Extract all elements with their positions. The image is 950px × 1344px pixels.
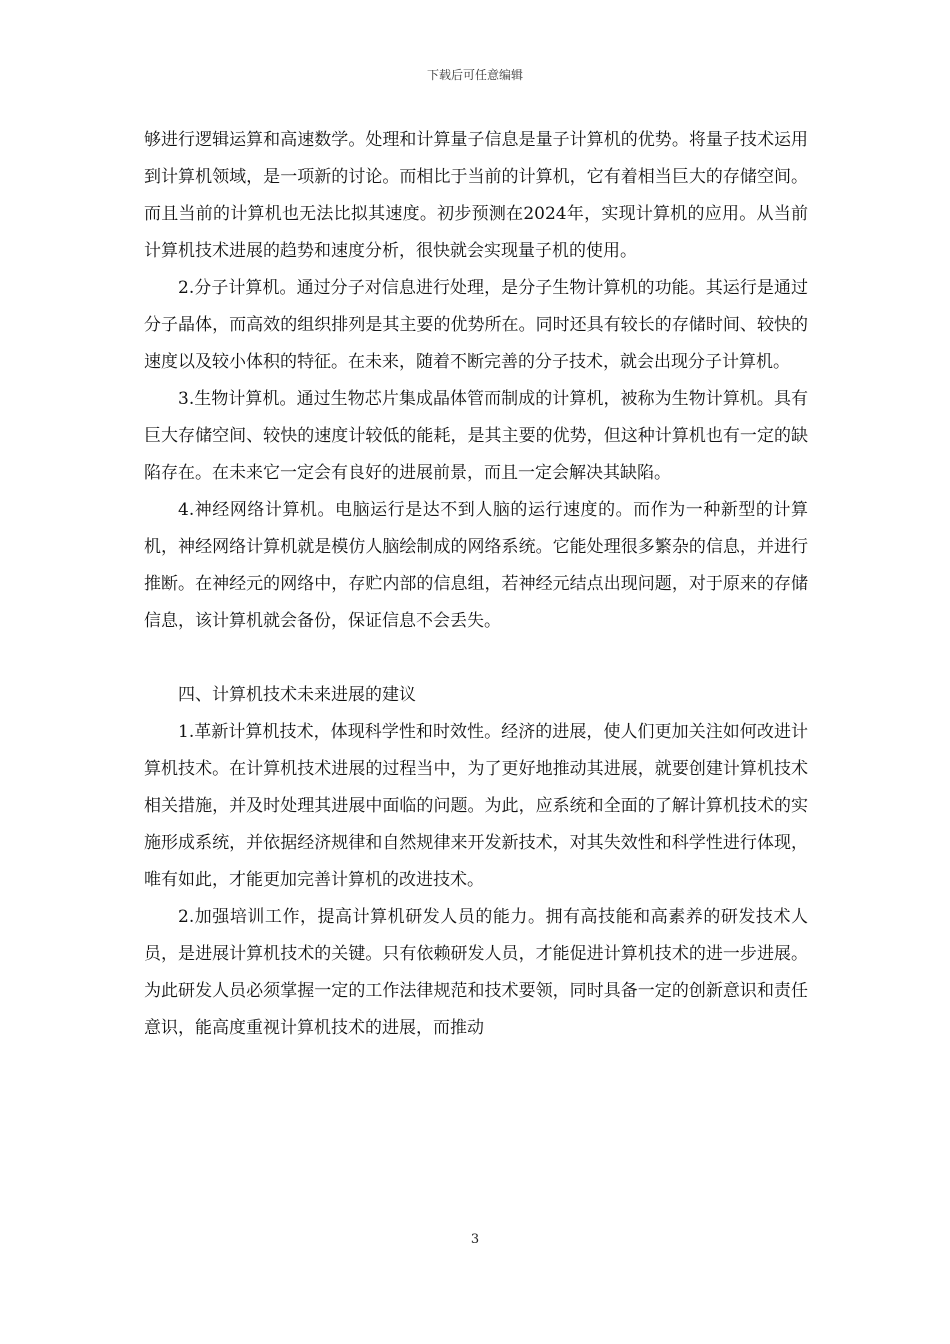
paragraph-molecular-computer: 2.分子计算机。通过分子对信息进行处理，是分子生物计算机的功能。其运行是通过分子晶体，而高效的组织排列是其主要的优势所在。同时还具有较长的存储时间、较快的速度以及较小体积的特征。在未来，随着不断完善的分子技术，就会出现分子计算机。 [144,278,808,372]
page-number: 3 [470,1232,480,1247]
paragraph-strengthen-training: 2.加强培训工作，提高计算机研发人员的能力。拥有高技能和高素养的研发技术人员，是进展计算机技术的关键。只有依赖研发人员，才能促进计算机技术的进一步进展。为此研发人员必须掌握一定的工作法律规范和技术要领，同时具备一定的创新意识和责任意识，能高度重视计算机技术的进展，而推动 [144,907,808,1038]
section-gap [144,640,808,677]
paragraph-quantum-continued: 够进行逻辑运算和高速数学。处理和计算量子信息是量子计算机的优势。将量子技术运用到计算机领域，是一项新的讨论。而相比于当前的计算机，它有着相当巨大的存储空间。而且当前的计算机也无法比拟其速度。初步预测在2024年，实现计算机的应用。从当前计算机技术进展的趋势和速度分析，很快就会实现量子机的使用。 [144,130,808,261]
page-header: 下载后可任意编辑 [426,68,523,82]
section-heading: 四、计算机技术未来进展的建议 [178,685,416,705]
paragraph-biological-computer: 3.生物计算机。通过生物芯片集成晶体管而制成的计算机，被称为生物计算机。具有巨大存储空间、较快的速度计较低的能耗，是其主要的优势，但这种计算机也有一定的缺陷存在。在未来它一定会有良好的进展前景，而且一定会解决其缺陷。 [144,389,808,483]
document-body [144,122,808,1047]
paragraph-innovate-technology: 1.革新计算机技术，体现科学性和时效性。经济的进展，使人们更加关注如何改进计算机技术。在计算机技术进展的过程当中，为了更好地推动其进展，就要创建计算机技术相关措施，并及时处理其进展中面临的问题。为此，应系统和全面的了解计算机技术的实施形成系统，并依据经济规律和自然规律来开发新技术，对其失效性和科学性进行体现，唯有如此，才能更加完善计算机的改进技术。 [144,722,808,890]
paragraph-neural-network-computer: 4.神经网络计算机。电脑运行是达不到人脑的运行速度的。而作为一种新型的计算机，神经网络计算机就是模仿人脑绘制成的网络系统。它能处理很多繁杂的信息，并进行推断。在神经元的网络中，存贮内部的信息组，若神经元结点出现问题，对于原来的存储信息，该计算机就会备份，保证信息不会丢失。 [144,500,808,631]
